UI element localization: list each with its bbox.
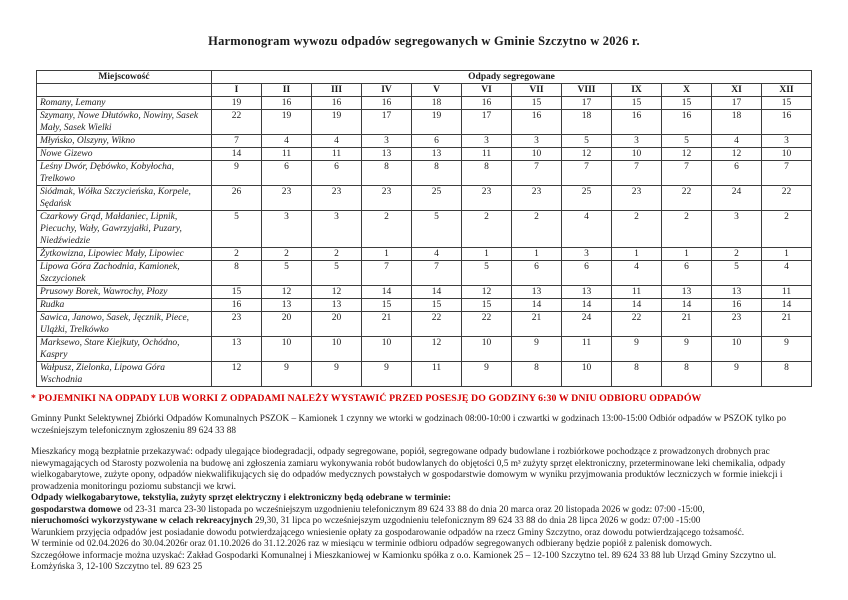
table-row: [37, 110, 812, 135]
pickup-day-cell: 7: [512, 161, 562, 186]
pickup-day-cell: 11: [562, 337, 612, 362]
pickup-day-cell: 20: [312, 312, 362, 337]
note-paragraph: [31, 551, 817, 574]
pickup-day-cell: 9: [312, 362, 362, 387]
note-paragraph: [31, 539, 817, 551]
pickup-day-cell: 10: [312, 337, 362, 362]
pickup-day-cell: 5: [462, 261, 512, 286]
pickup-day-cell: 2: [512, 211, 562, 248]
pickup-day-cell: 22: [662, 186, 712, 211]
pickup-day-cell: 23: [612, 186, 662, 211]
pickup-day-cell: 15: [212, 286, 262, 299]
pickup-day-cell: 17: [712, 97, 762, 110]
pickup-day-cell: 24: [562, 312, 612, 337]
pickup-day-cell: 22: [612, 312, 662, 337]
pickup-day-cell: 4: [312, 135, 362, 148]
note-paragraph: [31, 528, 817, 540]
table-row: [37, 135, 812, 148]
pickup-day-cell: 1: [762, 248, 812, 261]
pickup-day-cell: 2: [262, 248, 312, 261]
pickup-day-cell: 19: [412, 110, 462, 135]
pickup-day-cell: 13: [662, 286, 712, 299]
pickup-day-cell: 1: [512, 248, 562, 261]
pickup-day-cell: 21: [512, 312, 562, 337]
pickup-day-cell: 23: [712, 312, 762, 337]
pickup-day-cell: 10: [712, 337, 762, 362]
pickup-day-cell: 11: [762, 286, 812, 299]
pickup-day-cell: 16: [762, 110, 812, 135]
pickup-day-cell: 8: [462, 161, 512, 186]
pickup-day-cell: 2: [362, 211, 412, 248]
schedule-table-body: [37, 97, 812, 387]
pickup-day-cell: 23: [512, 186, 562, 211]
pickup-day-cell: 8: [412, 161, 462, 186]
pickup-day-cell: 2: [462, 211, 512, 248]
pickup-day-cell: 16: [312, 97, 362, 110]
note-text: od 23-31 marca 23-30 listopada po wcześniejszym uzgodnieniu telefonicznym 89 624 33 88 do dnia 20 marca oraz 20 listopada 2026 w godz: 07:00 -15:00,: [121, 504, 705, 515]
pickup-day-cell: 9: [512, 337, 562, 362]
pickup-day-cell: 23: [362, 186, 412, 211]
pickup-day-cell: 7: [212, 135, 262, 148]
locality-cell: Żytkowizna, Lipowiec Mały, Lipowiec: [37, 248, 212, 261]
pickup-day-cell: 3: [712, 211, 762, 248]
pickup-day-cell: 13: [362, 148, 412, 161]
pickup-day-cell: 10: [612, 148, 662, 161]
pickup-day-cell: 6: [512, 261, 562, 286]
note-text-bold: Odpady wielkogabarytowe, tekstylia, zużyty sprzęt elektryczny i elektroniczny będą odebrane w terminie:: [31, 493, 451, 503]
locality-column-header: Miejscowość: [37, 71, 212, 84]
locality-cell: Szymany, Nowe Dłutówko, Nowiny, Sasek Mały, Sasek Wielki: [37, 110, 212, 135]
pickup-day-cell: 16: [362, 97, 412, 110]
pickup-day-cell: 11: [412, 362, 462, 387]
pickup-day-cell: 5: [262, 261, 312, 286]
pickup-day-cell: 4: [612, 261, 662, 286]
pickup-day-cell: 3: [512, 135, 562, 148]
pickup-day-cell: 17: [462, 110, 512, 135]
pickup-day-cell: 22: [412, 312, 462, 337]
pickup-day-cell: 3: [612, 135, 662, 148]
pickup-day-cell: 8: [362, 161, 412, 186]
pickup-day-cell: 11: [312, 148, 362, 161]
pickup-day-cell: 3: [762, 135, 812, 148]
pickup-day-cell: 26: [212, 186, 262, 211]
month-header: X: [662, 84, 712, 97]
pickup-day-cell: 21: [362, 312, 412, 337]
pickup-day-cell: 1: [612, 248, 662, 261]
note-text: 29,30, 31 lipca po wcześniejszym uzgodnieniu telefonicznym 89 624 33 88 do dnia 28 lipca 2026 w godz: 07:00 -15:00: [252, 516, 701, 526]
pickup-day-cell: 14: [212, 148, 262, 161]
pickup-day-cell: 6: [262, 161, 312, 186]
note-paragraph: [31, 414, 817, 437]
pickup-day-cell: 14: [762, 299, 812, 312]
note-text: Mieszkańcy mogą bezpłatnie przekazywać: odpady ulegające biodegradacji, odpady segregowane, popiół, segregowane odpady budowlane i rozbiórkowe pochodzące z prowadzonych drobnych prac niewymagających od Starosty pozwolenia na budowę ani zgłoszenia zamiaru wykonywania robót budowlanych do objętości 0,5 m³ zużyty sprzęt elektroniczny, przeterminowane leki chemikalia, odpady wielkogabarytowe, zużyte opony, odpadów niekwalifikujących się do odpadów medycznych powstałych w gospodarstwie domowym w wyniku przyjmowania produktów leczniczych w formie iniekcji i prowadzenia monitoringu poziomu substancji we krwi.: [31, 447, 786, 492]
note-text-bold: gospodarstwa domowe: [31, 504, 122, 515]
pickup-day-cell: 4: [762, 261, 812, 286]
pickup-day-cell: 2: [312, 248, 362, 261]
note-text: W terminie od 02.04.2026 do 30.04.2026r oraz 01.10.2026 do 31.12.2026 raz w miesiącu w terminie odbioru odpadów segregowanych odbierany będzie popiół z palenisk domowych.: [31, 539, 712, 549]
pickup-day-cell: 25: [412, 186, 462, 211]
schedule-table-head: [37, 71, 812, 97]
pickup-day-cell: 10: [762, 148, 812, 161]
month-header: III: [312, 84, 362, 97]
pickup-day-cell: 12: [562, 148, 612, 161]
pickup-day-cell: 15: [362, 299, 412, 312]
pickup-day-cell: 11: [262, 148, 312, 161]
pickup-day-cell: 4: [712, 135, 762, 148]
pickup-day-cell: 5: [662, 135, 712, 148]
locality-cell: Lipowa Góra Zachodnia, Kamionek, Szczycionek: [37, 261, 212, 286]
pickup-day-cell: 23: [212, 312, 262, 337]
pickup-day-cell: 14: [612, 299, 662, 312]
pickup-day-cell: 10: [562, 362, 612, 387]
pickup-day-cell: 16: [462, 97, 512, 110]
pickup-day-cell: 12: [312, 286, 362, 299]
locality-cell: Rudka: [37, 299, 212, 312]
locality-cell: Wałpusz, Zielonka, Lipowa Góra Wschodnia: [37, 362, 212, 387]
pickup-day-cell: 15: [662, 97, 712, 110]
pickup-day-cell: 6: [412, 135, 462, 148]
table-row: [37, 337, 812, 362]
pickup-day-cell: 13: [512, 286, 562, 299]
pickup-day-cell: 13: [562, 286, 612, 299]
schedule-table: [36, 70, 812, 387]
pickup-day-cell: 3: [262, 211, 312, 248]
table-row: [37, 261, 812, 286]
pickup-day-cell: 15: [412, 299, 462, 312]
group-header-row: [37, 71, 812, 84]
pickup-day-cell: 18: [412, 97, 462, 110]
pickup-day-cell: 13: [212, 337, 262, 362]
pickup-day-cell: 14: [412, 286, 462, 299]
pickup-day-cell: 24: [712, 186, 762, 211]
note-paragraph: [31, 493, 817, 505]
locality-cell: Nowe Gizewo: [37, 148, 212, 161]
month-header: XI: [712, 84, 762, 97]
pickup-day-cell: 12: [262, 286, 312, 299]
pickup-day-cell: 4: [412, 248, 462, 261]
month-header-row: [37, 84, 812, 97]
pickup-day-cell: 14: [662, 299, 712, 312]
pickup-day-cell: 13: [712, 286, 762, 299]
note-text: Szczegółowe informacje można uzyskać: Zakład Gospodarki Komunalnej i Mieszkaniowej w Kamionku spółka z o.o. Kamionek 25 – 12-100 Szczytno tel. 89 624 33 88 lub Urząd Gminy Szczytno ul. Łomżyńska 3, 12-100 Szczytno tel. 89 623 25: [31, 550, 777, 572]
pickup-day-cell: 15: [462, 299, 512, 312]
pickup-day-cell: 7: [612, 161, 662, 186]
month-header: VII: [512, 84, 562, 97]
locality-cell: Marksewo, Stare Kiejkuty, Ochódno, Kaspry: [37, 337, 212, 362]
locality-cell: Romany, Lemany: [37, 97, 212, 110]
pickup-day-cell: 12: [662, 148, 712, 161]
pickup-day-cell: 7: [412, 261, 462, 286]
pickup-day-cell: 3: [562, 248, 612, 261]
warning-note: * POJEMNIKI NA ODPADY LUB WORKI Z ODPADAMI NALEŻY WYSTAWIĆ PRZED POSESJĘ DO GODZINY 6:30 W DNIU ODBIORU ODPADÓW: [31, 393, 702, 404]
pickup-day-cell: 9: [362, 362, 412, 387]
table-row: [37, 248, 812, 261]
pickup-day-cell: 15: [762, 97, 812, 110]
pickup-day-cell: 8: [212, 261, 262, 286]
pickup-day-cell: 14: [512, 299, 562, 312]
note-paragraph: [31, 516, 817, 528]
pickup-day-cell: 5: [712, 261, 762, 286]
pickup-day-cell: 13: [262, 299, 312, 312]
pickup-day-cell: 14: [562, 299, 612, 312]
waste-group-header: Odpady segregowane: [212, 71, 812, 84]
pickup-day-cell: 13: [312, 299, 362, 312]
pickup-day-cell: 9: [612, 337, 662, 362]
pickup-day-cell: 1: [662, 248, 712, 261]
pickup-day-cell: 8: [612, 362, 662, 387]
month-header: XII: [762, 84, 812, 97]
pickup-day-cell: 12: [462, 286, 512, 299]
pickup-day-cell: 2: [712, 248, 762, 261]
locality-cell: Sawica, Janowo, Sasek, Jęcznik, Piece, Ulążki, Trelkówko: [37, 312, 212, 337]
pickup-day-cell: 9: [662, 337, 712, 362]
pickup-day-cell: 4: [262, 135, 312, 148]
table-row: [37, 148, 812, 161]
pickup-day-cell: 2: [662, 211, 712, 248]
pickup-day-cell: 21: [762, 312, 812, 337]
table-row: [37, 211, 812, 248]
pickup-day-cell: 20: [262, 312, 312, 337]
table-row: [37, 186, 812, 211]
pickup-day-cell: 18: [562, 110, 612, 135]
pickup-day-cell: 6: [662, 261, 712, 286]
pickup-day-cell: 6: [562, 261, 612, 286]
pickup-day-cell: 19: [212, 97, 262, 110]
pickup-day-cell: 5: [312, 261, 362, 286]
month-header: I: [212, 84, 262, 97]
locality-cell: Młyńsko, Olszyny, Wikno: [37, 135, 212, 148]
month-header: IX: [612, 84, 662, 97]
pickup-day-cell: 6: [712, 161, 762, 186]
notes-section: [31, 414, 817, 574]
month-header: II: [262, 84, 312, 97]
pickup-day-cell: 1: [462, 248, 512, 261]
pickup-day-cell: 2: [212, 248, 262, 261]
pickup-day-cell: 3: [362, 135, 412, 148]
month-header: VIII: [562, 84, 612, 97]
pickup-day-cell: 11: [462, 148, 512, 161]
pickup-day-cell: 9: [712, 362, 762, 387]
pickup-day-cell: 18: [712, 110, 762, 135]
locality-cell: Czarkowy Grąd, Małdaniec, Lipnik, Piecuchy, Wały, Gawrzyjałki, Puzary, Niedźwiedzie: [37, 211, 212, 248]
pickup-day-cell: 16: [712, 299, 762, 312]
pickup-day-cell: 23: [462, 186, 512, 211]
pickup-day-cell: 2: [762, 211, 812, 248]
note-text-bold: nieruchomości wykorzystywane w celach rekreacyjnych: [31, 516, 253, 526]
month-header: IV: [362, 84, 412, 97]
locality-cell: Leśny Dwór, Dębówko, Kobyłocha, Trelkowo: [37, 161, 212, 186]
pickup-day-cell: 11: [612, 286, 662, 299]
table-row: [37, 312, 812, 337]
pickup-day-cell: 3: [312, 211, 362, 248]
pickup-day-cell: 5: [212, 211, 262, 248]
pickup-day-cell: 19: [262, 110, 312, 135]
table-row: [37, 161, 812, 186]
pickup-day-cell: 9: [262, 362, 312, 387]
pickup-day-cell: 22: [462, 312, 512, 337]
pickup-day-cell: 14: [362, 286, 412, 299]
pickup-day-cell: 3: [462, 135, 512, 148]
pickup-day-cell: 15: [512, 97, 562, 110]
pickup-day-cell: 16: [612, 110, 662, 135]
pickup-day-cell: 12: [712, 148, 762, 161]
pickup-day-cell: 19: [312, 110, 362, 135]
pickup-day-cell: 16: [262, 97, 312, 110]
pickup-day-cell: 8: [512, 362, 562, 387]
note-paragraph: [31, 447, 817, 493]
table-row: [37, 362, 812, 387]
pickup-day-cell: 5: [562, 135, 612, 148]
table-row: [37, 97, 812, 110]
locality-cell: Prusowy Borek, Wawrochy, Płozy: [37, 286, 212, 299]
pickup-day-cell: 9: [212, 161, 262, 186]
pickup-day-cell: 8: [762, 362, 812, 387]
pickup-day-cell: 9: [762, 337, 812, 362]
pickup-day-cell: 16: [662, 110, 712, 135]
note-text: Warunkiem przyjęcia odpadów jest posiadanie dowodu potwierdzającego wniesienie opłaty za gospodarowanie odpadów na rzecz Gminy Szczytno, oraz dowodu potwierdzającego tożsamość.: [31, 527, 745, 538]
table-row: [37, 299, 812, 312]
pickup-day-cell: 16: [212, 299, 262, 312]
locality-cell: Siódmak, Wółka Szczycieńska, Korpele, Sędańsk: [37, 186, 212, 211]
pickup-day-cell: 7: [762, 161, 812, 186]
table-row: [37, 286, 812, 299]
pickup-day-cell: 17: [362, 110, 412, 135]
note-text: Gminny Punkt Selektywnej Zbiórki Odpadów Komunalnych PSZOK – Kamionek 1 czynny we wtorki w godzinach 08:00-10:00 i czwartki w godzinach 13:00-15:00 Odbiór odpadów w PSZOK tylko po wcześniejszym telefonicznym zgłoszeniu 89 624 33 88: [31, 414, 787, 436]
pickup-day-cell: 12: [212, 362, 262, 387]
pickup-day-cell: 6: [312, 161, 362, 186]
pickup-day-cell: 2: [612, 211, 662, 248]
pickup-day-cell: 7: [562, 161, 612, 186]
pickup-day-cell: 23: [262, 186, 312, 211]
pickup-day-cell: 22: [212, 110, 262, 135]
pickup-day-cell: 23: [312, 186, 362, 211]
note-paragraph: [31, 505, 817, 517]
pickup-day-cell: 10: [462, 337, 512, 362]
pickup-day-cell: 17: [562, 97, 612, 110]
month-header: VI: [462, 84, 512, 97]
pickup-day-cell: 16: [512, 110, 562, 135]
pickup-day-cell: 22: [762, 186, 812, 211]
pickup-day-cell: 7: [662, 161, 712, 186]
page-title: Harmonogram wywozu odpadów segregowanych w Gminie Szczytno w 2026 r.: [208, 34, 640, 48]
pickup-day-cell: 7: [362, 261, 412, 286]
pickup-day-cell: 25: [562, 186, 612, 211]
pickup-day-cell: 15: [612, 97, 662, 110]
pickup-day-cell: 4: [562, 211, 612, 248]
pickup-day-cell: 12: [412, 337, 462, 362]
pickup-day-cell: 10: [262, 337, 312, 362]
pickup-day-cell: 21: [662, 312, 712, 337]
pickup-day-cell: 8: [662, 362, 712, 387]
pickup-day-cell: 5: [412, 211, 462, 248]
pickup-day-cell: 10: [512, 148, 562, 161]
pickup-day-cell: 1: [362, 248, 412, 261]
pickup-day-cell: 13: [412, 148, 462, 161]
pickup-day-cell: 9: [462, 362, 512, 387]
month-header: V: [412, 84, 462, 97]
pickup-day-cell: 10: [362, 337, 412, 362]
locality-header-spacer: [37, 84, 212, 97]
